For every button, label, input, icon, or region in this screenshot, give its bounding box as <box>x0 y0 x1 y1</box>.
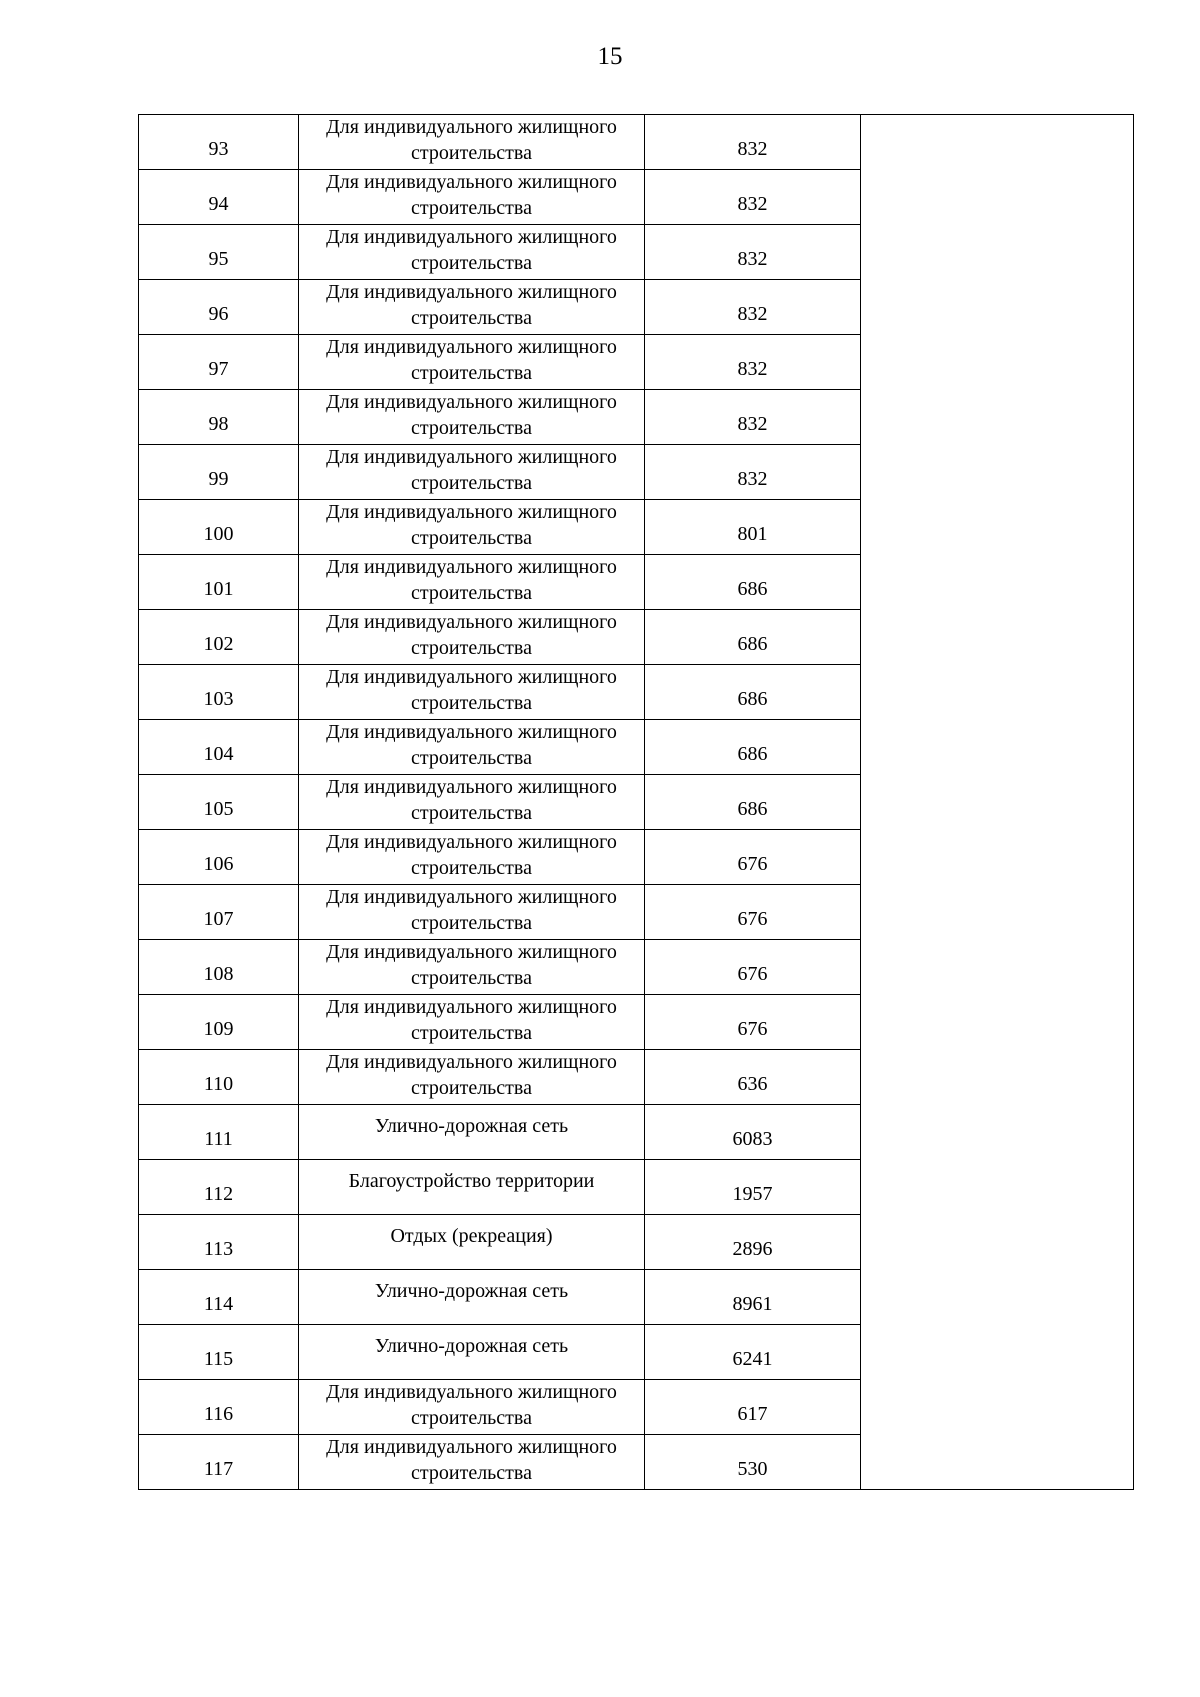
land-use: Для индивидуального жилищного строительства <box>326 556 617 604</box>
plot-number-cell <box>139 995 299 1050</box>
land-use-cell <box>299 720 645 775</box>
area-value: 676 <box>737 908 768 930</box>
plot-number: 115 <box>203 1348 234 1370</box>
area-value: 832 <box>737 138 768 160</box>
plot-number: 107 <box>203 908 234 930</box>
table-row <box>139 115 1134 170</box>
area-value: 686 <box>737 688 768 710</box>
land-use-cell <box>299 610 645 665</box>
area-value: 617 <box>737 1403 768 1425</box>
land-use-cell <box>299 335 645 390</box>
plot-number-cell <box>139 335 299 390</box>
area-value: 832 <box>737 303 768 325</box>
land-use: Для индивидуального жилищного строительства <box>326 116 617 164</box>
land-use: Для индивидуального жилищного строительства <box>326 831 617 879</box>
area-value: 1957 <box>732 1183 773 1205</box>
plot-number: 96 <box>208 303 229 325</box>
plot-number-cell <box>139 1215 299 1270</box>
plot-number-cell <box>139 1325 299 1380</box>
area-cell <box>645 995 861 1050</box>
land-use: Улично-дорожная сеть <box>374 1280 569 1302</box>
land-use: Для индивидуального жилищного строительства <box>326 941 617 989</box>
area-cell <box>645 885 861 940</box>
area-cell <box>645 1050 861 1105</box>
plot-number: 111 <box>204 1128 233 1150</box>
area-cell <box>645 1435 861 1490</box>
plot-number-cell <box>139 1435 299 1490</box>
plot-number-cell <box>139 940 299 995</box>
area-value: 686 <box>737 798 768 820</box>
plot-number-cell <box>139 885 299 940</box>
notes-cell <box>861 115 1134 1490</box>
land-use: Для индивидуального жилищного строительства <box>326 391 617 439</box>
area-cell <box>645 610 861 665</box>
plot-number: 117 <box>203 1458 234 1480</box>
land-use-cell <box>299 1160 645 1215</box>
plot-number: 97 <box>208 358 229 380</box>
plot-number: 104 <box>203 743 234 765</box>
land-use-cell <box>299 500 645 555</box>
land-use: Для индивидуального жилищного строительства <box>326 666 617 714</box>
area-cell <box>645 445 861 500</box>
land-use-cell <box>299 170 645 225</box>
plot-number-cell <box>139 1050 299 1105</box>
land-use: Для индивидуального жилищного строительства <box>326 886 617 934</box>
land-use: Для индивидуального жилищного строительства <box>326 281 617 329</box>
land-use: Для индивидуального жилищного строительства <box>326 776 617 824</box>
plot-number: 99 <box>208 468 229 490</box>
area-cell <box>645 775 861 830</box>
area-value: 676 <box>737 1018 768 1040</box>
plot-number-cell <box>139 1105 299 1160</box>
land-use-cell <box>299 995 645 1050</box>
land-use: Для индивидуального жилищного строительства <box>326 226 617 274</box>
plot-number-cell <box>139 1270 299 1325</box>
plot-number-cell <box>139 445 299 500</box>
land-use: Для индивидуального жилищного строительства <box>326 1436 617 1484</box>
land-plots-table <box>138 114 1134 1490</box>
area-cell <box>645 500 861 555</box>
area-value: 832 <box>737 358 768 380</box>
area-value: 832 <box>737 468 768 490</box>
area-cell <box>645 335 861 390</box>
land-use: Улично-дорожная сеть <box>374 1335 569 1357</box>
plot-number: 93 <box>208 138 229 160</box>
land-use-cell <box>299 280 645 335</box>
area-value: 6241 <box>732 1348 773 1370</box>
area-cell <box>645 225 861 280</box>
plot-number: 102 <box>203 633 234 655</box>
land-use-cell <box>299 115 645 170</box>
land-use-cell <box>299 225 645 280</box>
area-cell <box>645 555 861 610</box>
land-use-cell <box>299 390 645 445</box>
area-value: 530 <box>737 1458 768 1480</box>
plot-number-cell <box>139 665 299 720</box>
plot-number-cell <box>139 115 299 170</box>
area-cell <box>645 1270 861 1325</box>
plot-number: 100 <box>203 523 234 545</box>
plot-number: 116 <box>203 1403 234 1425</box>
land-use: Для индивидуального жилищного строительства <box>326 611 617 659</box>
area-value: 2896 <box>732 1238 773 1260</box>
plot-number: 113 <box>203 1238 234 1260</box>
plot-number-cell <box>139 720 299 775</box>
plot-number-cell <box>139 170 299 225</box>
area-cell <box>645 720 861 775</box>
land-use-cell <box>299 885 645 940</box>
land-use-cell <box>299 775 645 830</box>
plot-number: 109 <box>203 1018 234 1040</box>
plot-number: 94 <box>208 193 229 215</box>
plot-number-cell <box>139 555 299 610</box>
area-cell <box>645 1105 861 1160</box>
land-use: Для индивидуального жилищного строительства <box>326 721 617 769</box>
area-value: 686 <box>737 578 768 600</box>
plot-number: 110 <box>203 1073 234 1095</box>
plot-number: 106 <box>203 853 234 875</box>
land-use: Для индивидуального жилищного строительства <box>326 336 617 384</box>
area-cell <box>645 1325 861 1380</box>
plot-number: 105 <box>203 798 234 820</box>
area-value: 686 <box>737 633 768 655</box>
plot-number-cell <box>139 500 299 555</box>
area-value: 676 <box>737 963 768 985</box>
land-use-cell <box>299 445 645 500</box>
land-use-cell <box>299 1270 645 1325</box>
area-cell <box>645 280 861 335</box>
area-cell <box>645 830 861 885</box>
area-value: 832 <box>737 413 768 435</box>
area-cell <box>645 170 861 225</box>
plot-number-cell <box>139 775 299 830</box>
area-value: 676 <box>737 853 768 875</box>
plot-number: 95 <box>208 248 229 270</box>
land-use: Улично-дорожная сеть <box>374 1115 569 1137</box>
plot-number-cell <box>139 280 299 335</box>
page-number: 15 <box>597 43 623 70</box>
area-value: 6083 <box>732 1128 773 1150</box>
area-cell <box>645 665 861 720</box>
plot-number-cell <box>139 390 299 445</box>
area-value: 801 <box>737 523 768 545</box>
land-use: Отдых (рекреация) <box>390 1225 553 1247</box>
area-cell <box>645 1215 861 1270</box>
land-use-cell <box>299 555 645 610</box>
area-value: 686 <box>737 743 768 765</box>
area-cell <box>645 940 861 995</box>
land-use: Для индивидуального жилищного строительства <box>326 1051 617 1099</box>
table-body <box>139 115 1134 1490</box>
plot-number: 101 <box>203 578 234 600</box>
land-use-cell <box>299 1435 645 1490</box>
area-value: 8961 <box>732 1293 773 1315</box>
area-value: 636 <box>737 1073 768 1095</box>
land-use: Благоустройство территории <box>348 1170 595 1192</box>
plot-number: 114 <box>203 1293 234 1315</box>
plot-number: 98 <box>208 413 229 435</box>
area-cell <box>645 390 861 445</box>
area-value: 832 <box>737 193 768 215</box>
plot-number-cell <box>139 830 299 885</box>
area-cell <box>645 1380 861 1435</box>
land-use-cell <box>299 1380 645 1435</box>
land-use-cell <box>299 665 645 720</box>
plot-number-cell <box>139 610 299 665</box>
land-use-cell <box>299 1325 645 1380</box>
land-use: Для индивидуального жилищного строительства <box>326 501 617 549</box>
plot-number-cell <box>139 1380 299 1435</box>
land-use: Для индивидуального жилищного строительства <box>326 996 617 1044</box>
land-use-cell <box>299 940 645 995</box>
area-cell <box>645 1160 861 1215</box>
plot-number: 108 <box>203 963 234 985</box>
plot-number-cell <box>139 225 299 280</box>
land-use: Для индивидуального жилищного строительства <box>326 1381 617 1429</box>
area-cell <box>645 115 861 170</box>
land-use-cell <box>299 1215 645 1270</box>
plot-number: 103 <box>203 688 234 710</box>
area-value: 832 <box>737 248 768 270</box>
land-use: Для индивидуального жилищного строительства <box>326 171 617 219</box>
land-use: Для индивидуального жилищного строительства <box>326 446 617 494</box>
plot-number-cell <box>139 1160 299 1215</box>
land-use-cell <box>299 1050 645 1105</box>
land-use-cell <box>299 1105 645 1160</box>
plot-number: 112 <box>203 1183 234 1205</box>
land-use-cell <box>299 830 645 885</box>
